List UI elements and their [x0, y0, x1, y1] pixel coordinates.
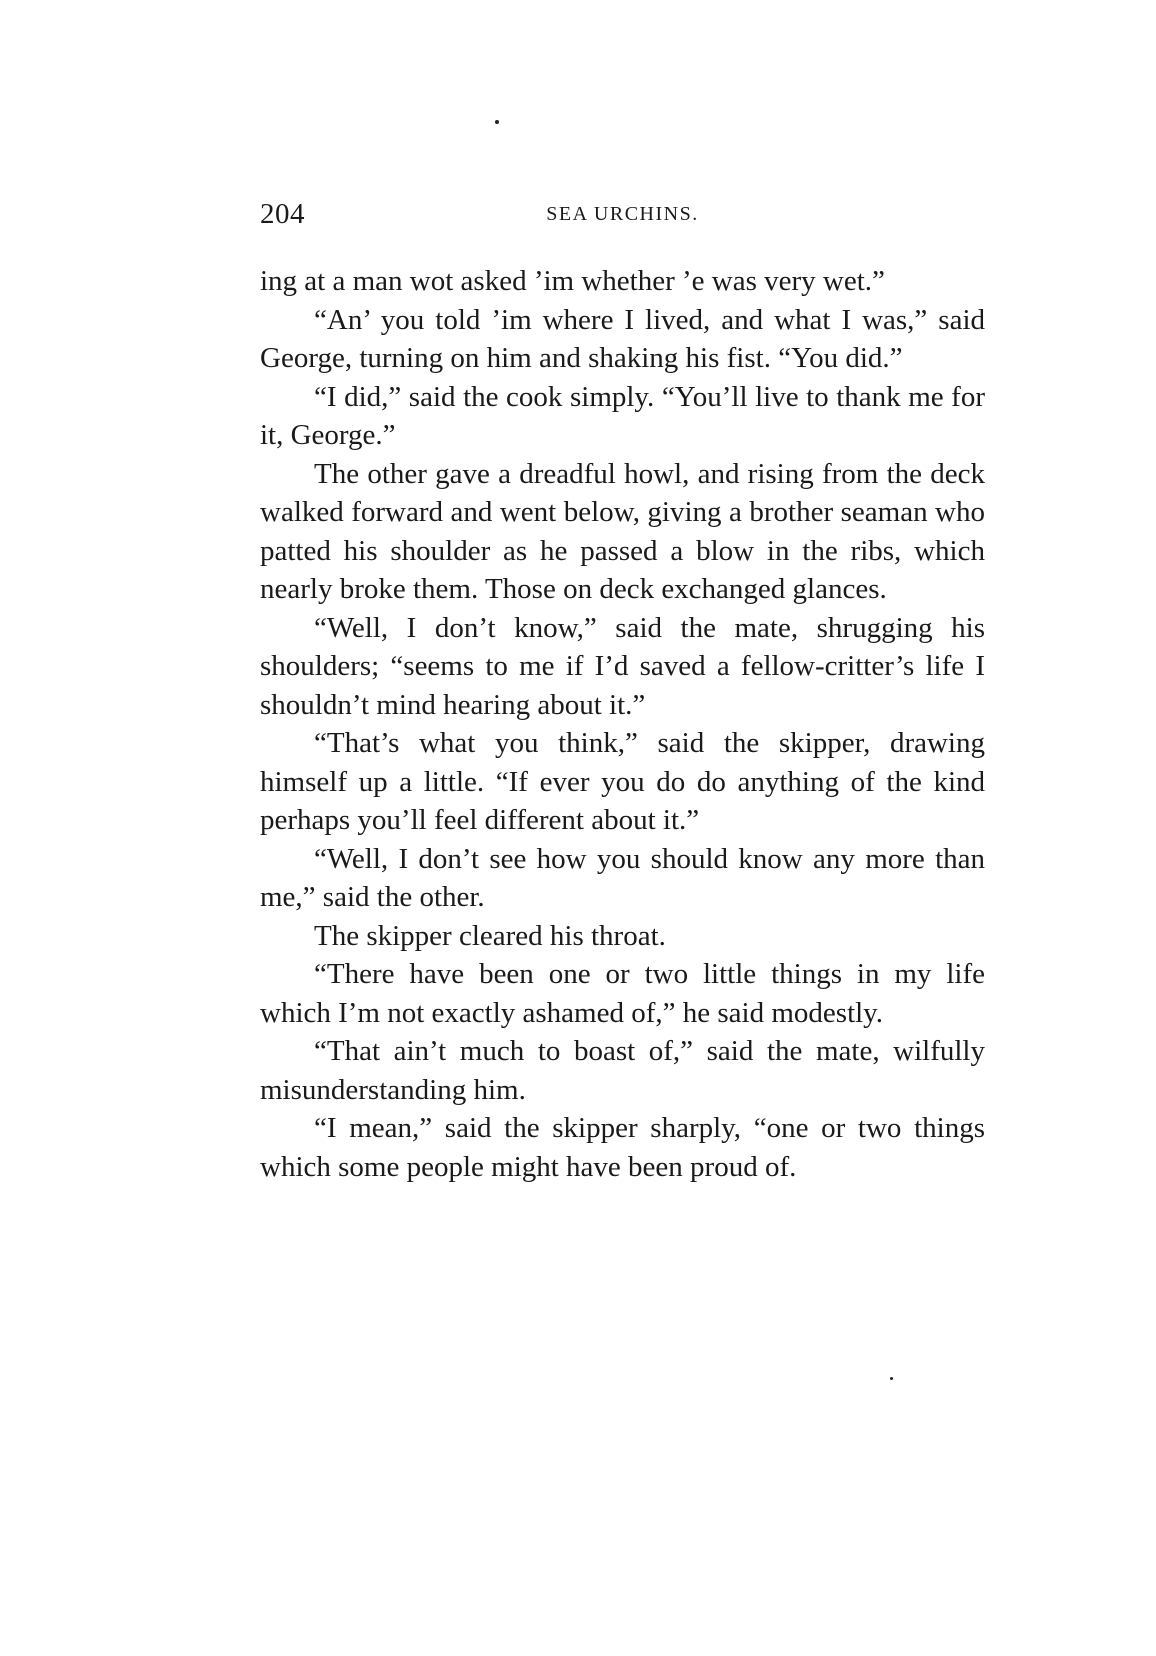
paragraph: “I mean,” said the skipper sharply, “one or two things which some people might have been proud of.	[260, 1112, 985, 1183]
paragraph: “That ain’t much to boast of,” said the mate, wilfully misunderstanding him.	[260, 1035, 985, 1106]
paragraph: “Well, I don’t see how you should know any more than me,” said the other.	[260, 842, 985, 913]
page-number: 204	[260, 198, 305, 230]
paragraph: “An’ you told ’im where I lived, and what I was,” said George, turning on him and shaking his fist. “You did.”	[260, 303, 985, 374]
page-header	[260, 198, 985, 238]
paragraph-continued: ing at a man wot asked ’im whether ’e was very wet.”	[260, 265, 885, 297]
body-text	[260, 262, 985, 1186]
paragraph: The skipper cleared his throat.	[314, 919, 666, 952]
print-speck	[890, 1377, 893, 1380]
paragraph: “That’s what you think,” said the skipper, drawing himself up a little. “If ever you do do anything of the kind perhaps you’ll feel different about it.”	[260, 727, 985, 836]
running-title: SEA URCHINS.	[546, 203, 699, 225]
paragraph: The other gave a dreadful howl, and rising from the deck walked forward and went below, giving a brother seaman who patted his shoulder as he passed a blow in the ribs, which nearly broke them. Those on deck exchanged glances.	[260, 457, 985, 605]
paragraph: “I did,” said the cook simply. “You’ll live to thank me for it, George.”	[260, 380, 985, 451]
print-speck	[495, 120, 499, 124]
paragraph: “There have been one or two little things in my life which I’m not exactly ashamed of,” he said modestly.	[260, 958, 985, 1029]
paragraph: “Well, I don’t know,” said the mate, shrugging his shoulders; “seems to me if I’d saved a fellow-critter’s life I shouldn’t mind hearing about it.”	[260, 611, 985, 721]
